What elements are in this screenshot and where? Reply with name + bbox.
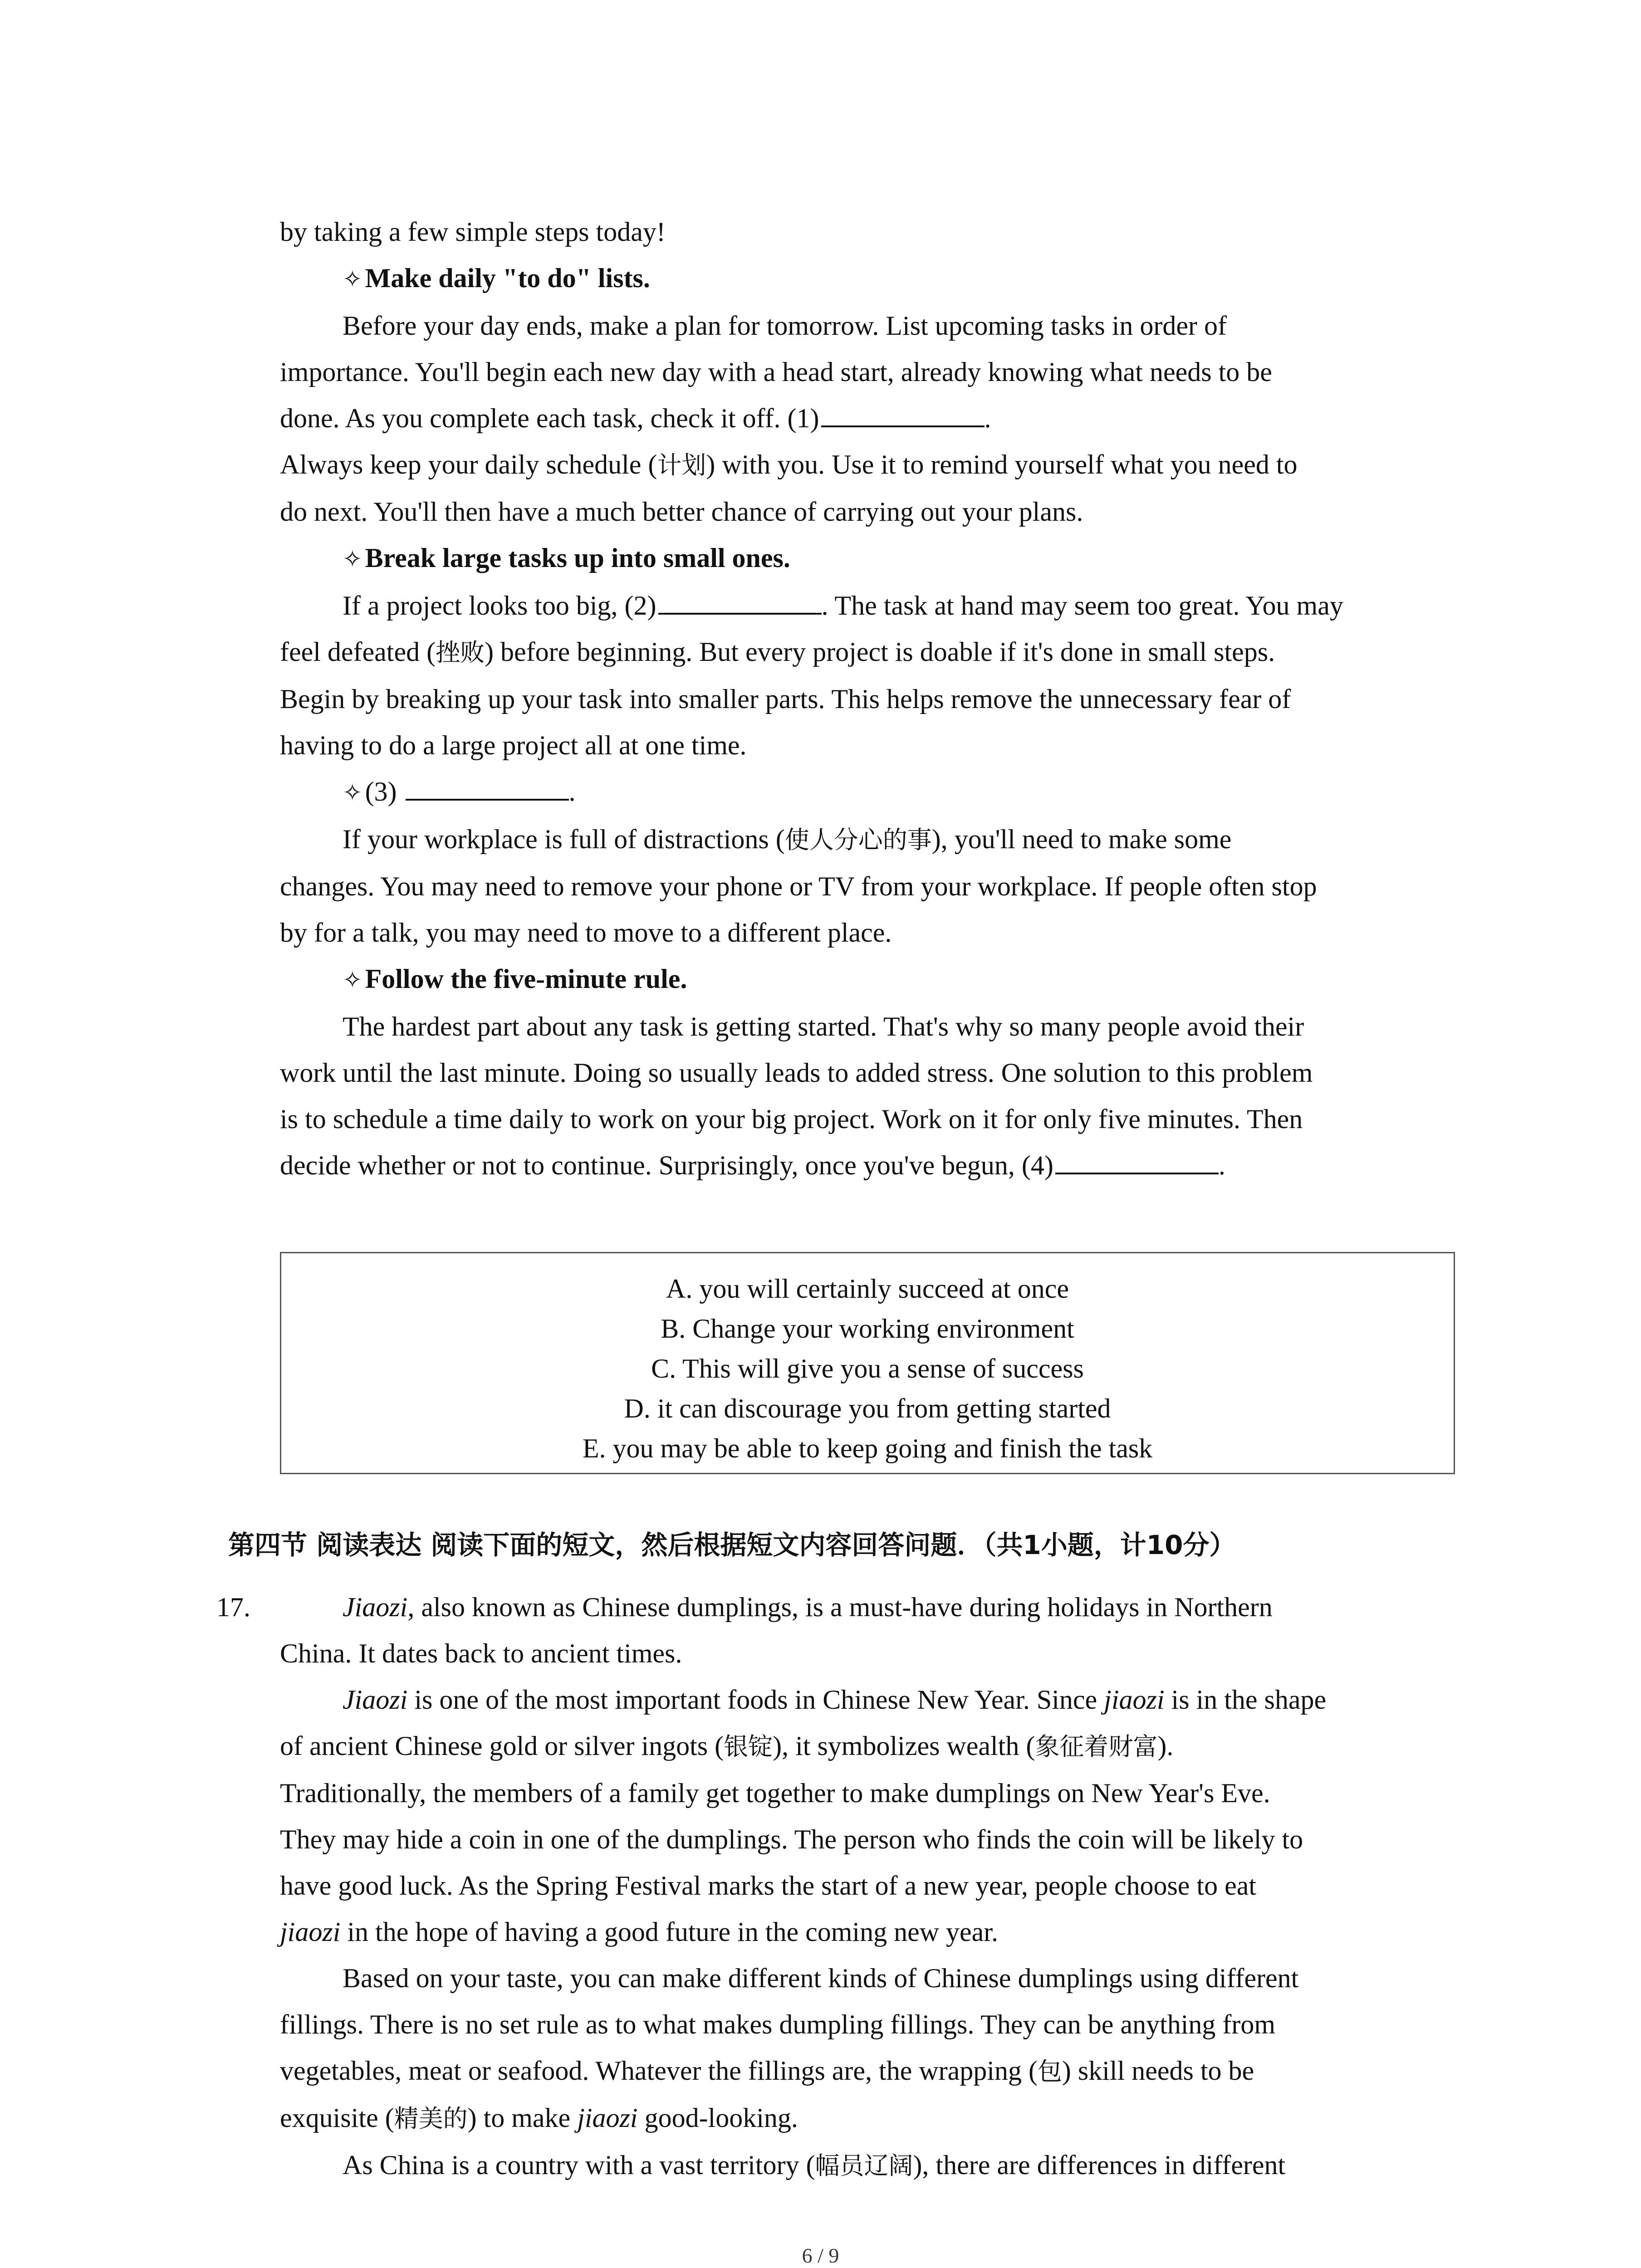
passage-emphasis: Jiaozi bbox=[343, 1592, 408, 1622]
diamond-icon: ✧ bbox=[343, 967, 362, 994]
chinese-gloss: 银锭 bbox=[724, 1732, 773, 1761]
passage-line bbox=[280, 1142, 1455, 1188]
passage-emphasis: jiaozi bbox=[577, 2103, 638, 2133]
passage-text: ) with you. Use it to remind yourself what you need to bbox=[706, 450, 1298, 479]
passage-text: exquisite ( bbox=[280, 2103, 394, 2133]
passage-line bbox=[280, 816, 1455, 863]
passage-text: feel defeated ( bbox=[280, 637, 436, 667]
tip-label: (3) bbox=[365, 777, 397, 807]
passage-emphasis: jiaozi bbox=[280, 1917, 341, 1947]
answer-blank-3[interactable] bbox=[406, 772, 569, 801]
passage-line bbox=[280, 1677, 1455, 1723]
passage-text: good-looking. bbox=[637, 2103, 798, 2133]
question-number: 17. bbox=[216, 1592, 250, 1622]
passage-line: work until the last minute. Doing so usually leads to added stress. One solution to this problem bbox=[280, 1058, 1313, 1088]
passage-line bbox=[280, 629, 1455, 676]
passage-text: As China is a country with a vast territory ( bbox=[343, 2150, 815, 2180]
passage-line: by for a talk, you may need to move to a different place. bbox=[280, 918, 892, 948]
passage-text: of ancient Chinese gold or silver ingots ( bbox=[280, 1731, 724, 1761]
passage-text: ) before beginning. But every project is doable if it's done in small steps. bbox=[485, 637, 1275, 667]
tip-heading bbox=[280, 255, 1455, 303]
passage-line: having to do a large project all at one time. bbox=[280, 730, 747, 760]
chinese-gloss: 使人分心的事 bbox=[784, 826, 932, 854]
option-a: A. you will certainly succeed at once bbox=[666, 1274, 1069, 1304]
passage-text: is in the shape bbox=[1164, 1685, 1327, 1715]
passage-emphasis: Jiaozi bbox=[343, 1685, 408, 1715]
passage-line bbox=[280, 1909, 1455, 1955]
passage-text: If your workplace is full of distractions ( bbox=[343, 824, 785, 854]
passage-line bbox=[280, 1723, 1455, 1770]
passage-text: in the hope of having a good future in the coming new year. bbox=[340, 1917, 998, 1947]
passage-text: ) to make bbox=[467, 2103, 578, 2133]
passage-line: The hardest part about any task is getting started. That's why so many people avoid their bbox=[343, 1012, 1304, 1041]
tip-title: Follow the five-minute rule. bbox=[365, 964, 687, 994]
tip-title: Break large tasks up into small ones. bbox=[365, 543, 790, 573]
options-box bbox=[280, 1252, 1455, 1474]
passage-text: . bbox=[1218, 1150, 1225, 1180]
passage-text: ) skill needs to be bbox=[1062, 2056, 1254, 2086]
passage-text: vegetables, meat or seafood. Whatever the fillings are, the wrapping ( bbox=[280, 2056, 1038, 2086]
passage-text: . bbox=[568, 777, 576, 807]
diamond-icon: ✧ bbox=[343, 266, 362, 293]
passage-line: They may hide a coin in one of the dumplings. The person who finds the coin will be likely to bbox=[280, 1824, 1303, 1854]
passage-line bbox=[280, 441, 1455, 489]
answer-blank-1[interactable] bbox=[821, 398, 985, 427]
passage-line: is to schedule a time daily to work on your big project. Work on it for only five minutes. Then bbox=[280, 1104, 1303, 1134]
diamond-icon: ✧ bbox=[343, 546, 362, 573]
section-heading: 第四节 阅读表达 阅读下面的短文，然后根据短文内容回答问题．（共1小题，计10分） bbox=[228, 1530, 1236, 1560]
chinese-gloss: 精美的 bbox=[394, 2104, 468, 2133]
passage-text: ). bbox=[1157, 1731, 1174, 1761]
passage-line: changes. You may need to remove your phone or TV from your workplace. If people often stop bbox=[280, 871, 1317, 901]
passage-text: decide whether or not to continue. Surprisingly, once you've begun, (4) bbox=[280, 1150, 1053, 1180]
passage-line bbox=[280, 395, 1455, 441]
passage-text: ), it symbolizes wealth ( bbox=[773, 1731, 1035, 1761]
option-d: D. it can discourage you from getting started bbox=[624, 1393, 1111, 1423]
passage-line bbox=[280, 582, 1455, 629]
question-17-passage bbox=[216, 1584, 1455, 2189]
chinese-gloss: 幅员辽阔 bbox=[815, 2151, 913, 2180]
tip-title: Make daily "to do" lists. bbox=[365, 263, 650, 293]
passage-line: Before your day ends, make a plan for tomorrow. List upcoming tasks in order of bbox=[343, 311, 1227, 341]
option-b: B. Change your working environment bbox=[661, 1314, 1074, 1344]
passage-text: Always keep your daily schedule ( bbox=[280, 450, 657, 479]
passage-line bbox=[280, 2095, 1455, 2142]
passage-text: If a project looks too big, (2) bbox=[343, 591, 656, 621]
tip-heading bbox=[280, 768, 1455, 816]
option-c: C. This will give you a sense of success bbox=[651, 1354, 1084, 1383]
passage-text: . The task at hand may seem too great. You may bbox=[821, 591, 1343, 621]
tip-heading bbox=[280, 956, 1455, 1003]
passage-line: Traditionally, the members of a family get together to make dumplings on New Year's Eve. bbox=[280, 1778, 1270, 1808]
passage-line: Begin by breaking up your task into smaller parts. This helps remove the unnecessary fear of bbox=[280, 684, 1291, 714]
answer-blank-4[interactable] bbox=[1055, 1145, 1219, 1174]
passage-line: China. It dates back to ancient times. bbox=[280, 1638, 682, 1668]
passage-line: have good luck. As the Spring Festival marks the start of a new year, people choose to eat bbox=[280, 1871, 1257, 1901]
passage-line bbox=[280, 1584, 1455, 1630]
passage-text: done. As you complete each task, check it off. (1) bbox=[280, 403, 819, 433]
chinese-gloss: 计划 bbox=[657, 451, 706, 479]
chinese-gloss: 包 bbox=[1037, 2057, 1062, 2086]
option-e: E. you may be able to keep going and finish the task bbox=[582, 1433, 1153, 1463]
answer-blank-2[interactable] bbox=[658, 586, 822, 615]
passage-emphasis: jiaozi bbox=[1104, 1685, 1165, 1715]
passage-line: Based on your taste, you can make different kinds of Chinese dumplings using different bbox=[343, 1963, 1299, 1993]
tip-heading bbox=[280, 535, 1455, 582]
passage-line: do next. You'll then have a much better chance of carrying out your plans. bbox=[280, 497, 1083, 527]
passage-text: is one of the most important foods in Chinese New Year. Since bbox=[407, 1685, 1104, 1715]
passage-text: , also known as Chinese dumplings, is a must-have during holidays in Northern bbox=[407, 1592, 1273, 1622]
chinese-gloss: 挫败 bbox=[436, 638, 485, 667]
chinese-gloss: 象征着财富 bbox=[1035, 1732, 1158, 1761]
passage-line: fillings. There is no set rule as to what makes dumpling fillings. They can be anything from bbox=[280, 2009, 1276, 2039]
diamond-icon: ✧ bbox=[343, 779, 362, 807]
passage-line bbox=[280, 2048, 1455, 2095]
passage-text: ), there are differences in different bbox=[913, 2150, 1286, 2180]
reading-passage bbox=[280, 209, 1455, 1188]
passage-text: . bbox=[984, 403, 991, 433]
page-number: 6 / 9 bbox=[802, 2244, 839, 2267]
passage-line: by taking a few simple steps today! bbox=[280, 217, 666, 247]
passage-line bbox=[280, 2142, 1455, 2189]
passage-line: importance. You'll begin each new day with a head start, already knowing what needs to be bbox=[280, 357, 1272, 387]
passage-text: ), you'll need to make some bbox=[931, 824, 1232, 854]
